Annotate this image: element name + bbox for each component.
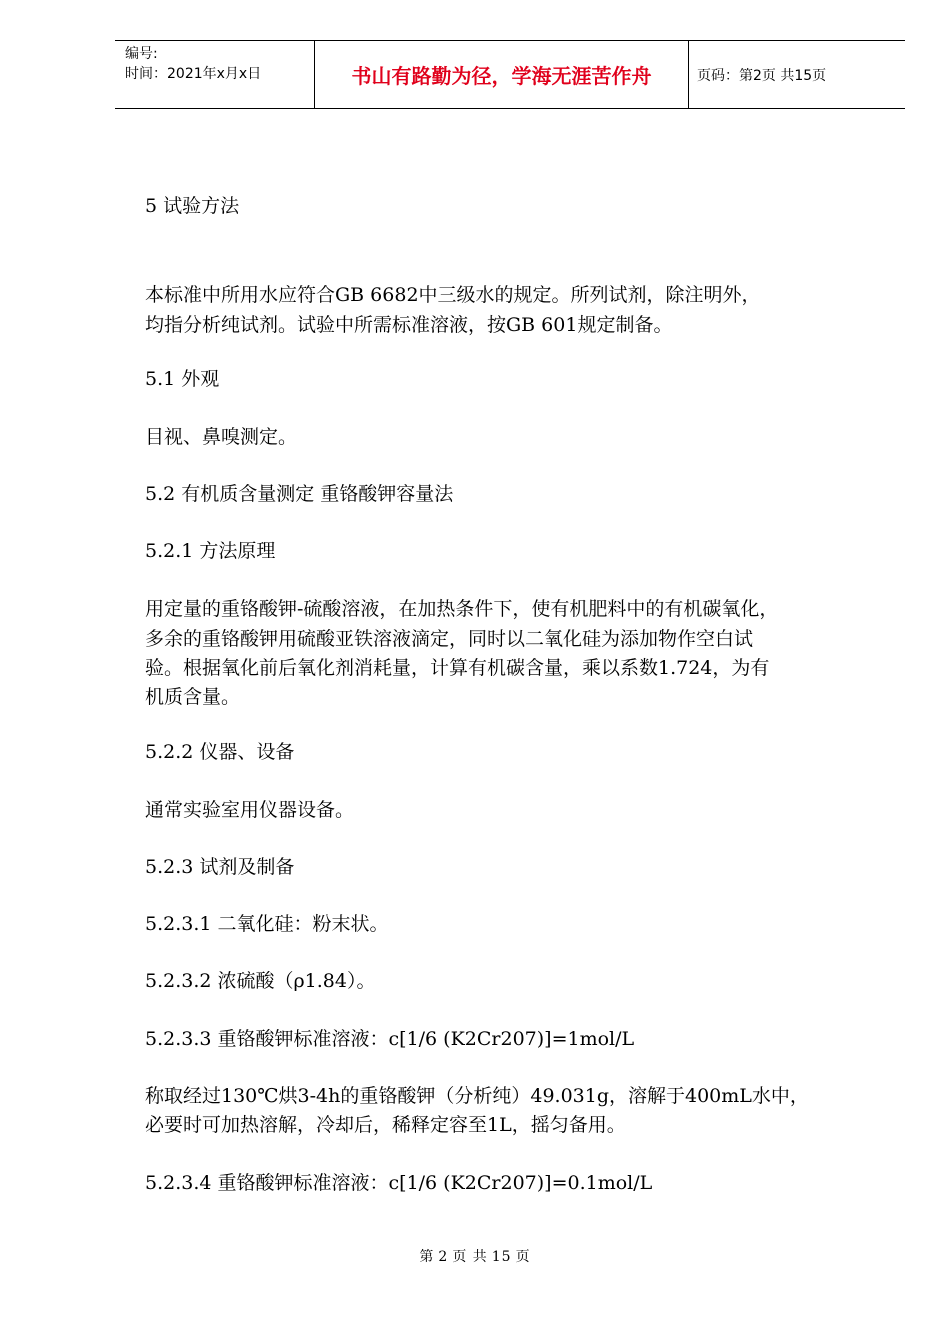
intro-line-2: 均指分析纯试剂。试验中所需标准溶液，按GB 601规定制备。 — [145, 314, 673, 336]
intro-line-1: 本标准中所用水应符合GB 6682中三级水的规定。所列试剂，除注明外， — [145, 284, 761, 306]
item-5-2-3-1: 5.2.3.1 二氧化硅：粉末状。 — [145, 913, 389, 935]
heading-5-2-2: 5.2.2 仪器、设备 — [145, 741, 295, 763]
page-header — [115, 40, 905, 109]
footer-suffix: 页 — [515, 1249, 531, 1265]
section-title: 5 试验方法 — [145, 195, 240, 217]
text-5-2-2: 通常实验室用仪器设备。 — [145, 799, 355, 821]
heading-5-2: 5.2 有机质含量测定 重铬酸钾容量法 — [145, 483, 454, 505]
item-5-2-3-2: 5.2.3.2 浓硫酸（ρ1.84）。 — [145, 970, 376, 992]
heading-5-2-1: 5.2.1 方法原理 — [145, 540, 276, 562]
text-5-2-1-line-3: 验。根据氧化前后氧化剂消耗量，计算有机碳含量，乘以系数1.724，为有 — [145, 657, 770, 679]
text-5-2-3-3-line-2: 必要时可加热溶解，冷却后，稀释定容至1L，摇匀备用。 — [145, 1114, 626, 1136]
footer-total-pages: 15 — [491, 1249, 512, 1265]
document-time: 时间：2021年x月x日 — [125, 66, 262, 82]
text-5-2-1-line-2: 多余的重铬酸钾用硫酸亚铁溶液滴定，同时以二氧化硅为添加物作空白试 — [145, 628, 754, 650]
footer-prefix: 第 — [419, 1249, 435, 1265]
header-motto: 书山有路勤为径，学海无涯苦作舟 — [315, 41, 689, 108]
footer-middle: 页 共 — [452, 1249, 488, 1265]
text-5-1: 目视、鼻嗅测定。 — [145, 426, 298, 448]
item-5-2-3-3: 5.2.3.3 重铬酸钾标准溶液：c[1/6 (K2Cr207)]=1mol/L — [145, 1028, 635, 1050]
page-footer — [0, 1246, 950, 1266]
heading-5-1: 5.1 外观 — [145, 368, 220, 390]
header-page-info: 页码：第2页 共15页 — [697, 67, 827, 84]
document-number-label: 编号: — [125, 46, 158, 62]
item-5-2-3-4: 5.2.3.4 重铬酸钾标准溶液：c[1/6 (K2Cr207)]=0.1mol/L — [145, 1172, 653, 1194]
header-meta — [115, 41, 315, 108]
text-5-2-3-3-line-1: 称取经过130℃烘3-4h的重铬酸钾（分析纯）49.031g，溶解于400mL水中， — [145, 1085, 809, 1107]
footer-page-number: 2 — [438, 1249, 449, 1265]
heading-5-2-3: 5.2.3 试剂及制备 — [145, 856, 295, 878]
text-5-2-1-line-4: 机质含量。 — [145, 686, 241, 708]
text-5-2-1-line-1: 用定量的重铬酸钾-硫酸溶液，在加热条件下，使有机肥料中的有机碳氧化， — [145, 598, 779, 620]
